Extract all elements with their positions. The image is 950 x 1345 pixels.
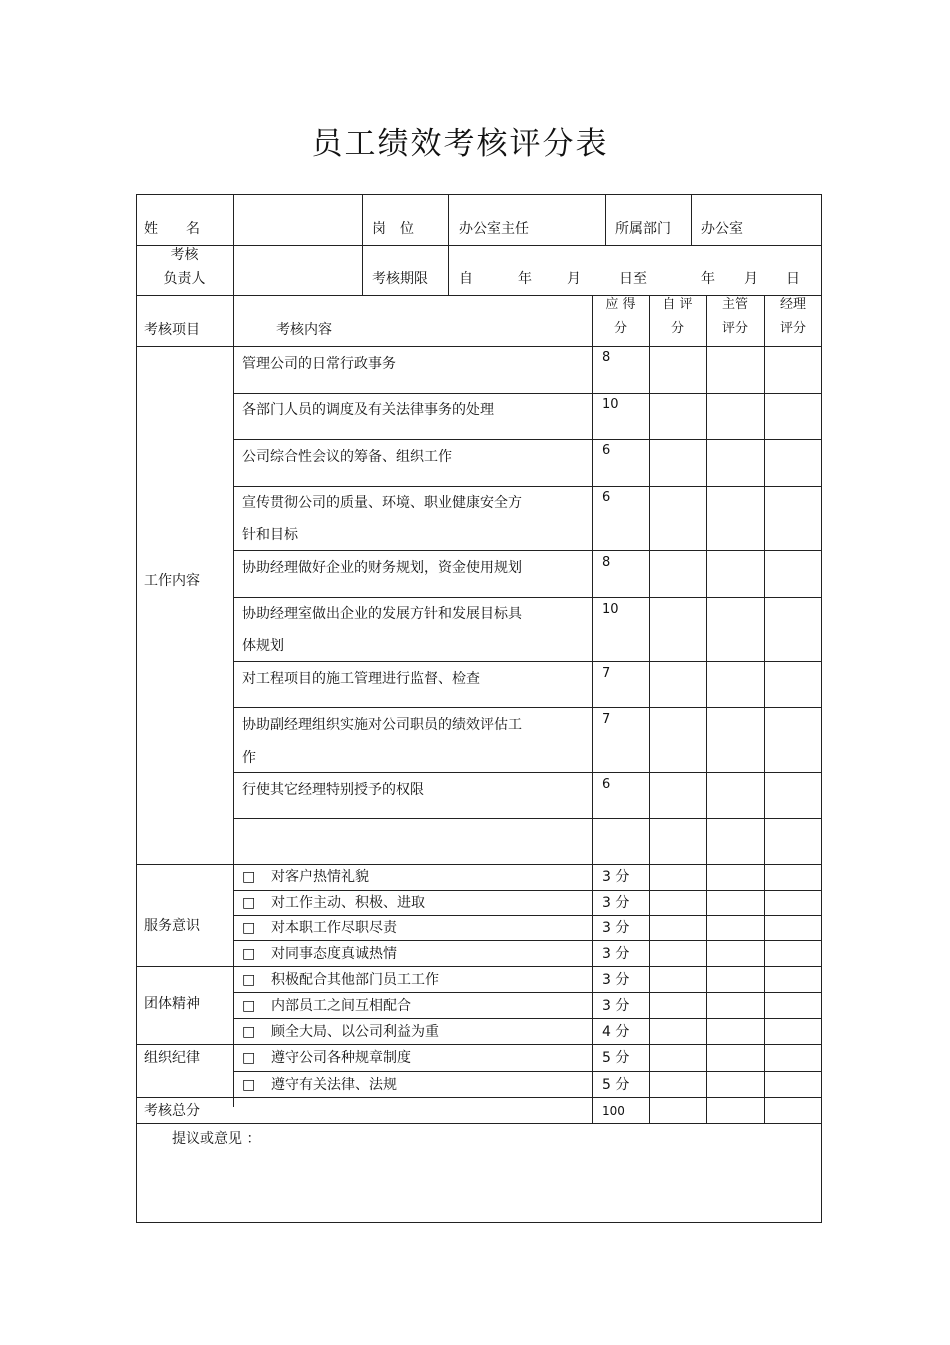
period-from: 自 <box>459 271 473 287</box>
work-item-text: 各部门人员的调度及有关法律事务的处理 <box>242 402 494 418</box>
name-label: 姓 名 <box>144 221 200 237</box>
checkbox[interactable]: □ <box>242 895 256 911</box>
category-team: 团体精神 <box>144 996 200 1012</box>
criteria-score: 3 分 <box>602 998 630 1014</box>
criteria-score: 3 分 <box>602 972 630 988</box>
column-header-self: 自 评 <box>662 297 693 312</box>
checkbox[interactable]: □ <box>242 869 256 885</box>
checkbox[interactable]: □ <box>242 1050 256 1066</box>
column-header-manager-2: 评分 <box>721 321 748 336</box>
category-discipline: 组织纪律 <box>144 1050 200 1066</box>
table-grid <box>136 194 822 1223</box>
column-header-self-2: 分 <box>670 321 684 336</box>
period-day-to: 日至 <box>619 271 647 287</box>
column-header-item: 考核项目 <box>144 322 200 338</box>
criteria-text: 对客户热情礼貌 <box>271 869 369 885</box>
period-month-2: 月 <box>744 271 758 287</box>
work-item-text: 协助经理做好企业的财务规划，资金使用规划 <box>242 560 522 576</box>
checkbox[interactable]: □ <box>242 1024 256 1040</box>
reviewer-field[interactable] <box>240 264 358 282</box>
total-label: 考核总分 <box>144 1103 200 1119</box>
criteria-text: 顾全大局、以公司利益为重 <box>271 1024 439 1040</box>
work-item-score: 7 <box>602 666 611 681</box>
period-year-2: 年 <box>701 271 715 287</box>
period-month-1: 月 <box>567 271 581 287</box>
work-item-score: 6 <box>602 443 611 458</box>
work-item-score: 10 <box>602 397 619 412</box>
category-work: 工作内容 <box>144 573 200 589</box>
criteria-score: 3 分 <box>602 920 630 936</box>
criteria-text: 积极配合其他部门员工工作 <box>271 972 439 988</box>
column-header-general-manager-2: 评分 <box>779 321 806 336</box>
criteria-score: 5 分 <box>602 1050 630 1066</box>
category-service: 服务意识 <box>144 918 200 934</box>
criteria-text: 对本职工作尽职尽责 <box>271 920 397 936</box>
work-item-score: 8 <box>602 350 611 365</box>
page-title: 员工绩效考核评分表 <box>311 126 609 162</box>
criteria-text: 遵守有关法律、法规 <box>271 1077 397 1093</box>
column-header-due-2: 分 <box>613 321 627 336</box>
checkbox[interactable]: □ <box>242 946 256 962</box>
work-item-score: 7 <box>602 712 611 727</box>
period-day-2: 日 <box>786 271 800 287</box>
checkbox[interactable]: □ <box>242 998 256 1014</box>
reviewer-label: 考核 <box>170 247 199 263</box>
checkbox[interactable]: □ <box>242 972 256 988</box>
work-item-text: 行使其它经理特别授予的权限 <box>242 782 424 798</box>
criteria-text: 内部员工之间互相配合 <box>271 998 411 1014</box>
criteria-text: 对同事态度真诚热情 <box>271 946 397 962</box>
work-item-score: 10 <box>602 602 619 617</box>
work-item-score: 8 <box>602 555 611 570</box>
criteria-text: 遵守公司各种规章制度 <box>271 1050 411 1066</box>
work-item-text: 协助经理室做出企业的发展方针和发展目标具 <box>242 606 522 622</box>
criteria-score: 5 分 <box>602 1077 630 1093</box>
column-header-due: 应 得 <box>605 297 636 312</box>
evaluation-form <box>136 194 822 1223</box>
total-score: 100 <box>602 1104 625 1118</box>
criteria-score: 4 分 <box>602 1024 630 1040</box>
work-item-text: 宣传贯彻公司的质量、环境、职业健康安全方 <box>242 495 522 511</box>
work-item-text-2: 体规划 <box>242 638 284 654</box>
criteria-score: 3 分 <box>602 869 630 885</box>
criteria-score: 3 分 <box>602 895 630 911</box>
column-header-content: 考核内容 <box>276 322 332 338</box>
department-value[interactable]: 办公室 <box>701 221 743 237</box>
period-label: 考核期限 <box>372 271 428 287</box>
comments-label: 提议或意见 ： <box>172 1131 261 1147</box>
work-item-score: 6 <box>602 777 611 792</box>
work-item-text: 管理公司的日常行政事务 <box>242 356 396 372</box>
checkbox[interactable]: □ <box>242 1077 256 1093</box>
post-label: 岗 位 <box>372 221 414 237</box>
work-item-text-2: 作 <box>242 750 256 766</box>
reviewer-label-2: 负责人 <box>163 271 206 287</box>
criteria-score: 3 分 <box>602 946 630 962</box>
work-item-score: 6 <box>602 490 611 505</box>
checkbox[interactable]: □ <box>242 920 256 936</box>
post-value[interactable]: 办公室主任 <box>459 221 529 237</box>
column-header-manager: 主管 <box>721 297 748 312</box>
work-item-text: 公司综合性会议的筹备、组织工作 <box>242 449 452 465</box>
criteria-text: 对工作主动、积极、进取 <box>271 895 425 911</box>
period-year-1: 年 <box>518 271 532 287</box>
comments-field[interactable] <box>142 1154 814 1216</box>
work-item-text: 协助副经理组织实施对公司职员的绩效评估工 <box>242 717 522 733</box>
department-label: 所属部门 <box>615 221 671 237</box>
work-item-text-2: 针和目标 <box>242 527 298 543</box>
name-field[interactable] <box>240 221 358 239</box>
column-header-general-manager: 经理 <box>779 297 806 312</box>
work-item-text: 对工程项目的施工管理进行监督、检查 <box>242 671 480 687</box>
